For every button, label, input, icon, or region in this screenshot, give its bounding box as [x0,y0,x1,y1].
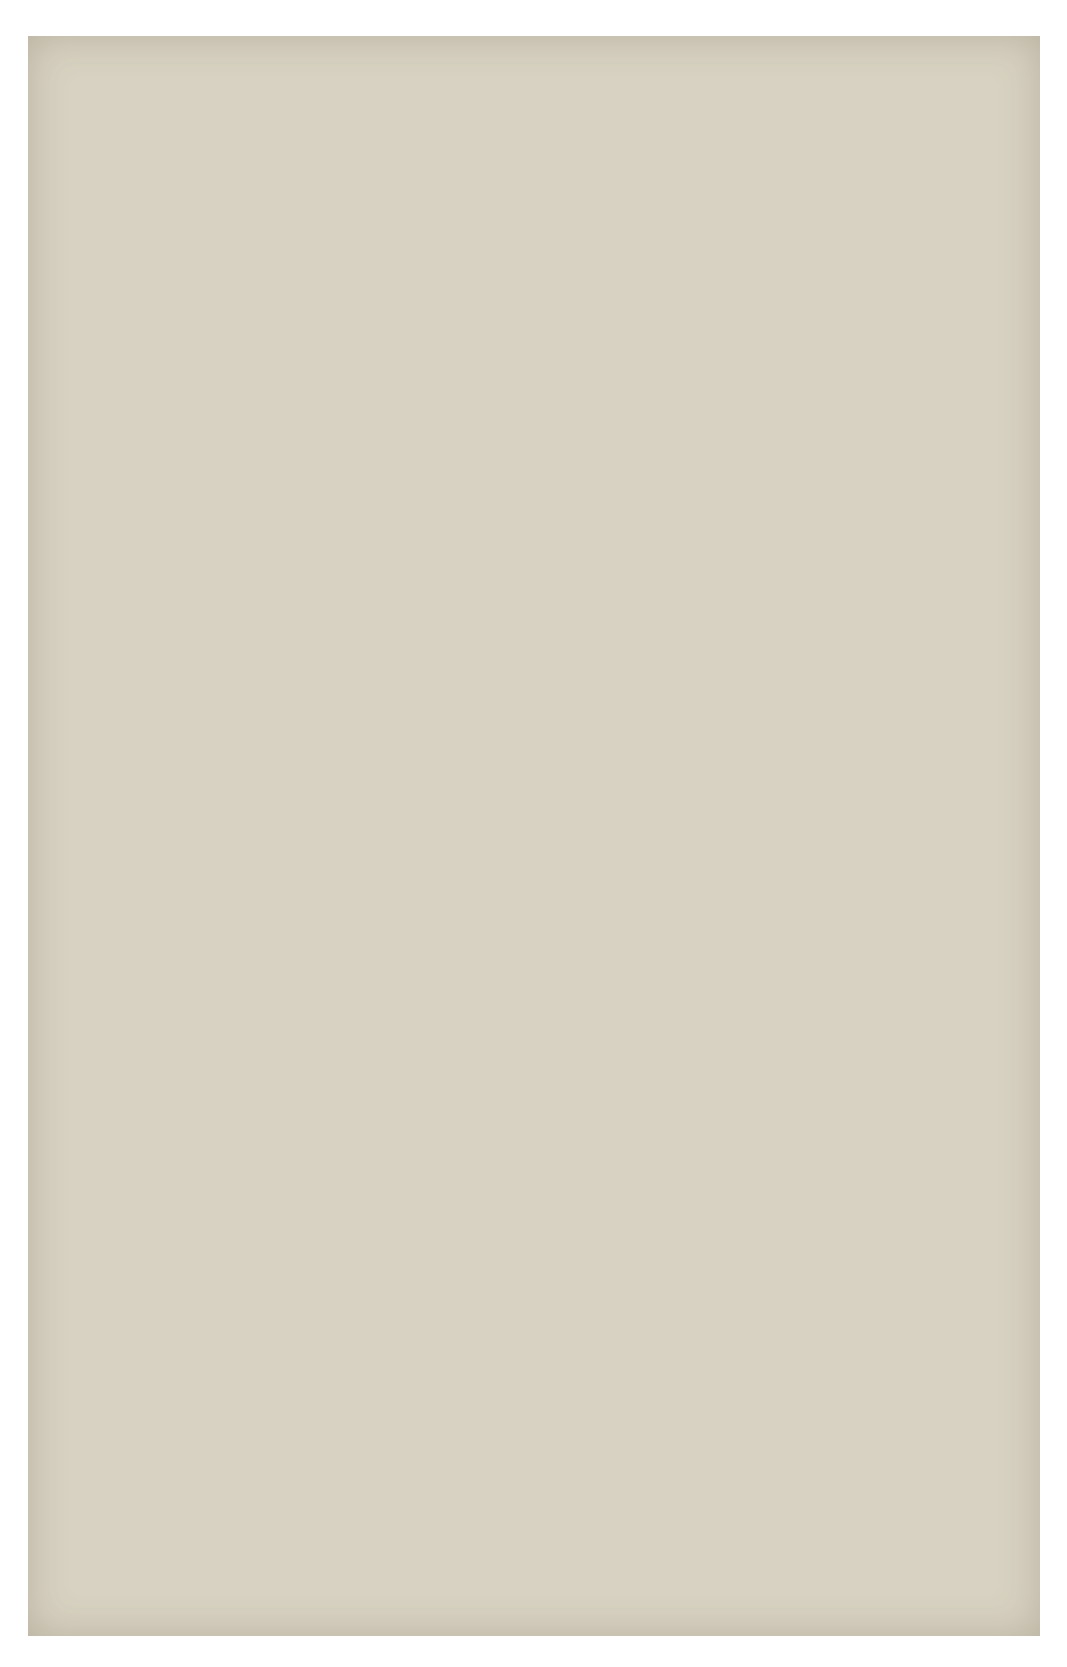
watermark [498,1186,1058,1606]
scanned-page [28,36,1040,1636]
